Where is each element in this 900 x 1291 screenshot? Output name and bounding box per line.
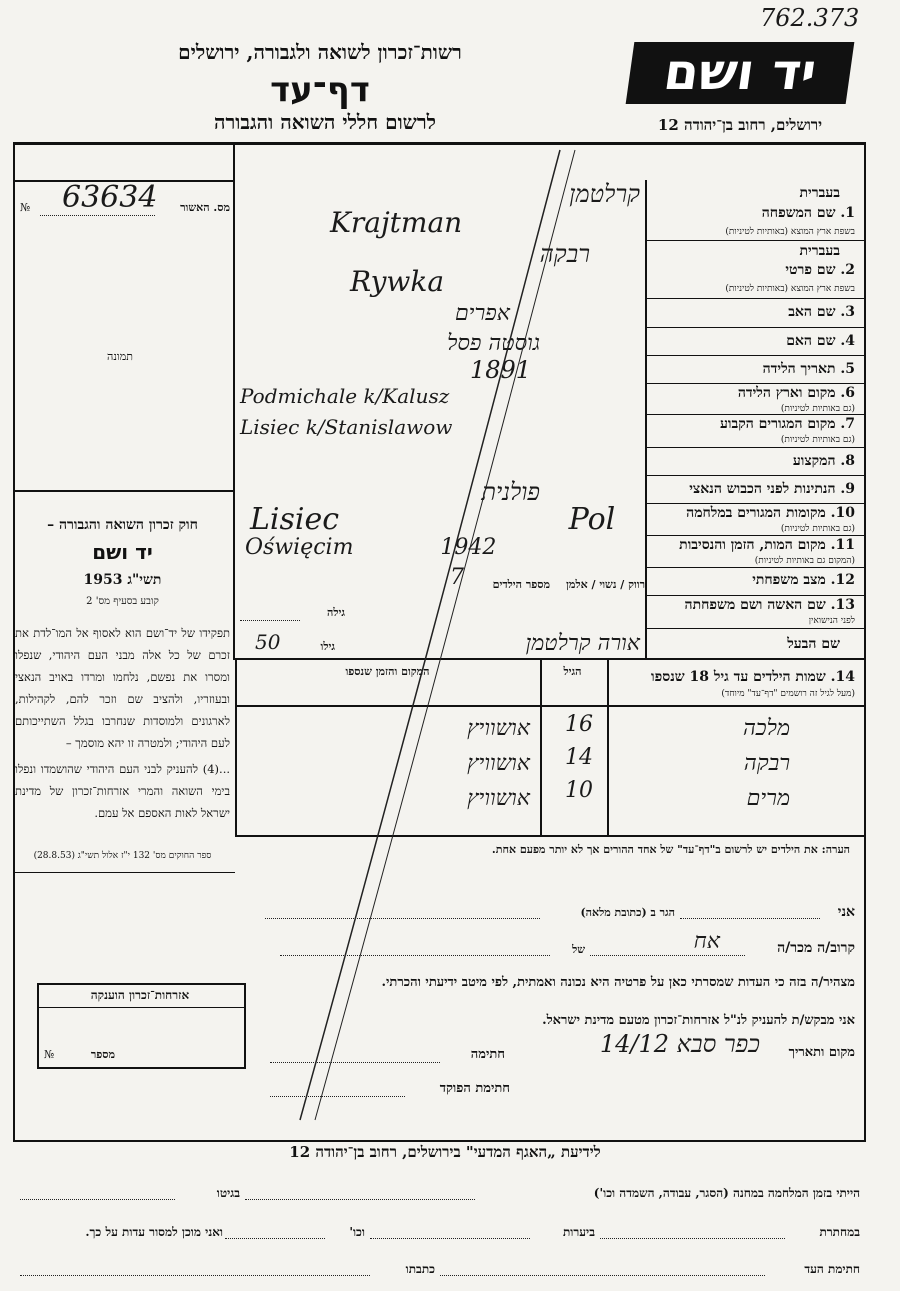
reg-no-value[interactable]: 63634 [62,180,158,215]
reg-no-mark: № [20,201,31,214]
field-9-num: 9. [840,481,855,497]
header-address: ירושלים, רחוב בן־יהודה 12 [657,116,823,134]
children-title: שמות הילדים עד גיל 18 שנספו [651,669,826,685]
children-col-age: הגיל [563,665,582,678]
children-num: 14. [830,669,855,685]
field-6-sub: (גם באותיות לטיניות) [780,404,855,414]
field-9-text: הנתינות לפני הכבוש הנאצי [689,481,836,497]
signature-label: חתימה [470,1047,505,1062]
field-11-num: 11. [830,537,855,553]
field-2-text: שם פרטי [785,262,836,278]
field-5-value[interactable]: 1891 [470,356,532,384]
marital-options[interactable]: רווק / נשוי / אלמן [566,578,645,591]
section-hebrew-1: בעברית [799,185,840,201]
stamp-number-label: מספר [90,1048,115,1061]
stamp-number-mark: № [44,1048,55,1061]
wife-age-label: גילה [327,606,345,619]
field-6-num: 6. [840,385,855,401]
footer-line2-mid: ביערות [562,1225,595,1239]
declarant-resides-label: הגר ב (כתובת מלאה) [580,906,675,919]
child-2-place[interactable]: אושוויץ [467,751,530,776]
husband-age-value[interactable]: 50 [255,630,281,654]
law-text-2: ...(4) להעניק לבני העם היהודי שהושמדו ונפלו בימי השואה והמרי אזרחות־זכרון של מדינת ישראל לאות האספם אל עמם. [15,762,230,820]
child-3-name[interactable]: מרים [746,786,790,811]
place-date-label: מקום ותאריך [788,1045,855,1060]
husband-age-label: גילו [320,640,335,653]
relation-of-label: של [572,943,585,956]
field-3-text: שם האב [788,304,836,320]
field-1-value-latin[interactable]: Krajtman [330,206,463,239]
relation-value[interactable]: אח [693,929,720,954]
footer-line1: הייתי בזמן המלחמה במחנה (הסגר, עבודה, השמדה וכו') [593,1186,860,1200]
law-year: תשי"ג 1953 [83,572,162,588]
field-3-num: 3. [840,304,855,320]
footer-line1-end: בגיטו [216,1186,240,1200]
field-12-text: מצב משפחתי [752,572,826,588]
field-6-text: מקום וארץ הלידה [737,385,836,401]
field-13-sub: לפני הנישואין [808,616,855,626]
field-9-value[interactable]: פולנית [481,478,540,506]
field-1-text: שם המשפחה [761,205,836,221]
law-source: ספר החוקים מס' 132 י"ז אלול תשי"ג (28.8.53) [33,851,212,861]
relation-label: קרוב/ה מכר/ה [777,940,855,956]
child-1-place[interactable]: אושוויץ [467,716,530,741]
form-subtitle: לרשום חללי השואה והגבורה [213,110,437,134]
footer-line2-start: במחתרת [819,1225,860,1239]
child-1-name[interactable]: מלכה [743,716,790,741]
children-count-label: מספר הילדים [492,578,550,591]
field-11-sub: (המקום גם באותיות לטיניות) [754,556,855,566]
field-2-num: 2. [840,262,855,278]
field-1-value-he[interactable]: קרלטמן [569,180,640,208]
child-2-age[interactable]: 14 [565,745,593,770]
field-2-value-latin[interactable]: Rywka [350,265,445,298]
field-11-value[interactable]: Oświęcim 1942 [245,535,497,560]
yad-vashem-logo: יד ושם [626,42,855,104]
field-7-text: מקום המגורים הקבוע [720,416,836,432]
law-text-1: תפקידו של יד־ושם הוא לאסוף אל המו־לדת את זכרם של כל אלה מבני העם היהודי, שנפלו ומסרו את נפשם, נלחמו ומרדו באויב הנאצי ובעוזריו, ולהציב שם וזכר להם, לקהילות, לארגונים ולמוסדות שנחרבו בגלל השתייכותם לעם היהודי; ולמטרה זו יהא מוסמך – [15,626,230,750]
child-2-name[interactable]: רבקה [743,751,790,776]
field-1-sub: בשפת ארץ המוצא (באותיות לטיניות) [725,227,855,237]
child-1-age[interactable]: 16 [565,712,593,737]
footer-line2-end: ואני מוכן למסור עדות על כך. [85,1225,223,1239]
field-3-value[interactable]: אפרים [454,301,510,326]
law-clause: קובע בסעיף מס' 2 [86,596,159,607]
children-note: הערה: את הילדים יש לרשום ב"דף־עד" של אחד ההורים אך לא יותר מפעם אחת. [491,843,850,856]
form-title: דף־עד [270,70,370,110]
children-col-place: המקום והזמן שנספו [345,665,430,678]
husband-label: שם הבעל [787,636,840,652]
field-6-value[interactable]: Podmichale k/Kalusz [240,384,450,408]
field-7-sub: (גם באותיות לטיניות) [780,435,855,445]
child-3-place[interactable]: אושוויץ [467,786,530,811]
child-3-age[interactable]: 10 [565,778,593,803]
field-10-text: מקומות המגורים במלחמה [686,505,826,521]
field-4-num: 4. [840,333,855,349]
footer-line2-etc: וכו' [349,1225,365,1239]
field-4-text: שם האם [786,333,836,349]
footer-line3-start: חתימת העד [804,1262,860,1276]
place-date-value[interactable]: כפר סבא 14/12 [599,1030,760,1058]
field-1-num: 1. [840,205,855,221]
field-13-text: שם האשה ושם משפחתה [684,597,826,613]
field-10-value[interactable]: Lisiec Pol [250,502,616,537]
stamp-title: אזרחות־זכרון הוענקה [90,988,190,1002]
field-5-num: 5. [840,361,855,377]
field-2-sub: בשפת ארץ המוצא (באותיות לטיניות) [725,284,855,294]
field-7-num: 7. [840,416,855,432]
law-title: חוק זכרון השואה והגבורה – [47,517,198,533]
field-2-value-he[interactable]: רבקה [539,240,590,268]
field-7-value[interactable]: Lisiec k/Stanislawow [240,415,453,439]
field-8-num: 8. [840,453,855,469]
photo-label: תמונה [107,350,133,363]
law-name: יד ושם [92,540,153,564]
request-text: אני מבקש/ת להעניק לנ"ל אזרחות־זכרון מטעם מדינת ישראל. [542,1013,855,1028]
section-hebrew-2: בעברית [799,243,840,259]
field-8-text: המקצוע [792,453,836,469]
field-10-num: 10. [830,505,855,521]
archive-number: 762.373 [760,4,860,32]
field-12-num: 12. [830,572,855,588]
officer-label: חתימת הפוקד [439,1081,510,1096]
reg-no-label: מס. האשור [180,201,230,214]
declarant-name-label: אני [837,904,855,920]
field-10-sub: (גם באותיות לטיניות) [780,524,855,534]
footer-line3-end: כתבתו [405,1262,435,1276]
field-13-num: 13. [830,597,855,613]
field-11-text: מקום המות, הזמן והנסיבות [679,537,826,553]
children-sub: (מעל לגיל זה רושמים "דף־עד" מיוחד) [721,689,855,699]
authority-title: רשות־זכרון לשואה ולגבורה, ירושלים [178,40,462,64]
declaration-text: מצהיר/ה בזה כי העדות שמסרתי כאן על פרטיה היא נכונה ואמתית, לפי מיטב ידיעתי והכרתי. [381,975,855,990]
field-5-text: תאריך הלידה [762,361,836,377]
footer-title: לידיעת „האגף המדעי" בירושלים, רחוב בן־יהודה 12 [289,1143,601,1161]
husband-value[interactable]: אורה קרלטמן [525,631,640,656]
children-count-value[interactable]: 7 [450,565,464,590]
field-4-value[interactable]: גוסטה פסל [447,331,540,356]
